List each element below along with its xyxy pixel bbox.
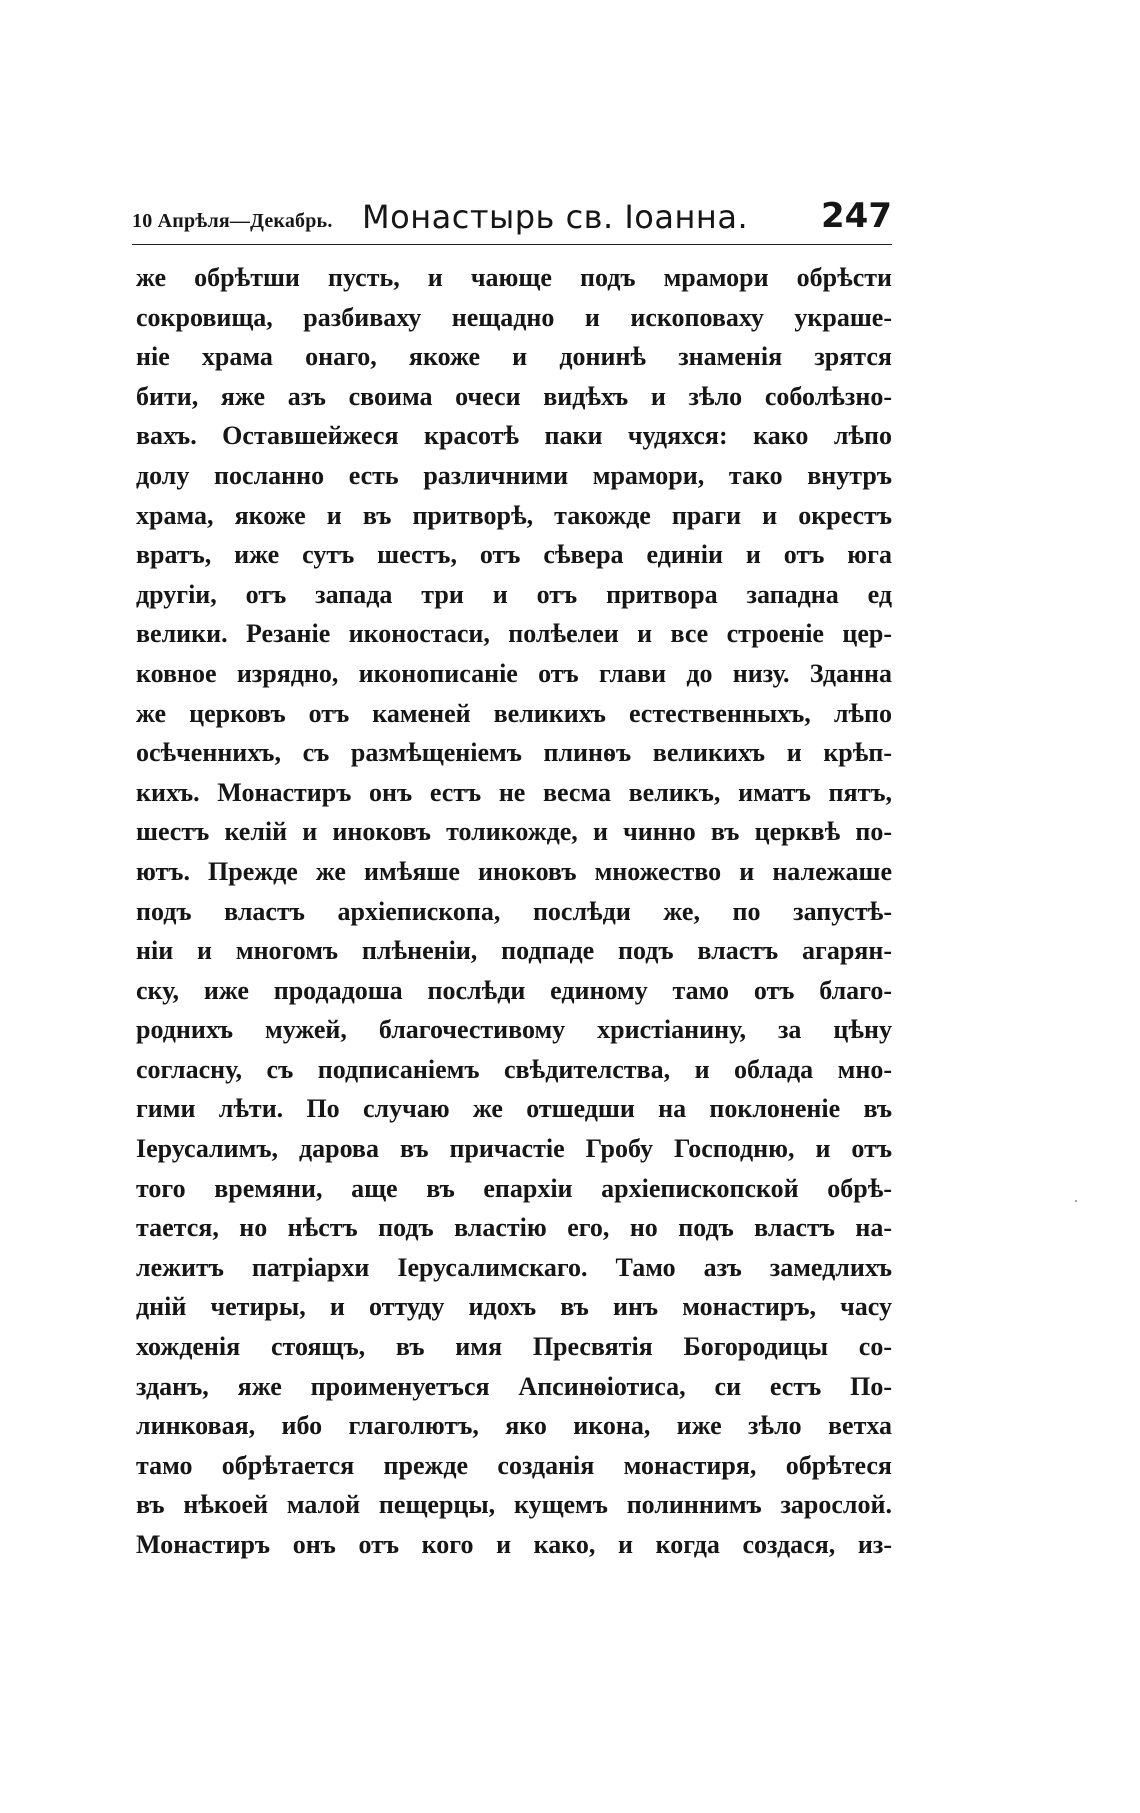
text-line: вахъ. Оставшейжеся красотѣ паки чудяхся: како лѣпо xyxy=(136,421,892,451)
text-line: ніе храма онаго, якоже и донинѣ знаменія зрятся xyxy=(136,342,892,372)
header-rule xyxy=(132,244,892,245)
text-line: того времяни, аще въ епархіи архіепископской обрѣ- xyxy=(136,1173,892,1203)
text-line: хожденія стоящъ, въ имя Пресвятія Богородицы со- xyxy=(136,1332,892,1362)
text-line: линковая, ибо глаголютъ, яко икона, иже зѣло ветха xyxy=(136,1411,892,1441)
text-line: долу посланно есть различними мрамори, тако внутръ xyxy=(136,460,892,490)
text-line: другіи, отъ запада три и отъ притвора западна ед xyxy=(136,579,892,609)
text-line: же церковъ отъ каменей великихъ естественныхъ, лѣпо xyxy=(136,698,892,728)
header-title: Монастырь св. Іоанна. xyxy=(362,198,749,236)
text-line: шестъ келій и иноковъ толикожде, и чинно въ церквѣ по- xyxy=(136,817,892,847)
text-line: ніи и многомъ плѣненіи, подпаде подъ властъ агарян- xyxy=(136,936,892,966)
header-date-range: 10 Апрѣля—Декабрь. xyxy=(132,210,333,232)
text-line: храма, якоже и въ притворѣ, такожде праги и окрестъ xyxy=(136,500,892,530)
text-line: согласну, съ подписаніемъ свѣдителства, и облада мно- xyxy=(136,1054,892,1084)
text-line: тамо обрѣтается прежде созданія монастиря, обрѣтеся xyxy=(136,1450,892,1480)
text-line: бити, яже азъ своима очеси видѣхъ и зѣло соболѣзно- xyxy=(136,381,892,411)
text-line: въ нѣкоей малой пещерцы, кущемъ полиннимъ зарослой. xyxy=(136,1490,892,1520)
margin-speck xyxy=(1075,1200,1077,1202)
text-line: Іерусалимъ, дарова въ причастіе Гробу Господню, и отъ xyxy=(136,1134,892,1164)
text-line: подъ властъ архіепископа, послѣди же, по запустѣ- xyxy=(136,896,892,926)
text-line: зданъ, яже проименуетъся Апсинѳіотиса, си естъ По- xyxy=(136,1371,892,1401)
text-line: лежитъ патріархи Іерусалимскаго. Тамо азъ замедлихъ xyxy=(136,1252,892,1282)
text-line: Монастиръ онъ отъ кого и како, и когда создася, из- xyxy=(136,1530,892,1559)
text-line: кихъ. Монастиръ онъ естъ не весма великъ, иматъ пятъ, xyxy=(136,777,892,807)
text-line: велики. Резаніе иконостаси, полѣелеи и все строеніе цер- xyxy=(136,619,892,649)
text-line: же обрѣтши пусть, и чающе подъ мрамори обрѣсти xyxy=(136,263,892,292)
text-line: гими лѣти. По случаю же отшедши на поклоненіе въ xyxy=(136,1094,892,1124)
body-text xyxy=(136,258,892,1565)
text-line: днiй четиры, и оттуду идохъ въ инъ монастиръ, часу xyxy=(136,1292,892,1322)
text-line: осѣченнихъ, съ размѣщеніемъ плинѳъ великихъ и крѣп- xyxy=(136,738,892,768)
text-line: тается, но нѣстъ подъ властію его, но подъ властъ на- xyxy=(136,1213,892,1243)
text-line: ютъ. Прежде же имѣяше иноковъ множество и належаше xyxy=(136,856,892,886)
text-line: ску, иже продадоша послѣди единому тамо отъ благо- xyxy=(136,975,892,1005)
text-line: ковное изрядно, иконописаніе отъ глави до низу. Зданна xyxy=(136,658,892,688)
page-number: 247 xyxy=(821,196,892,236)
text-line: роднихъ мужей, благочестивому христіанину, за цѣну xyxy=(136,1015,892,1045)
text-line: вратъ, иже сутъ шестъ, отъ сѣвера единіи и отъ юга xyxy=(136,540,892,570)
text-line: сокровища, разбиваху нещадно и ископоваху украше- xyxy=(136,302,892,332)
running-head xyxy=(132,196,892,244)
